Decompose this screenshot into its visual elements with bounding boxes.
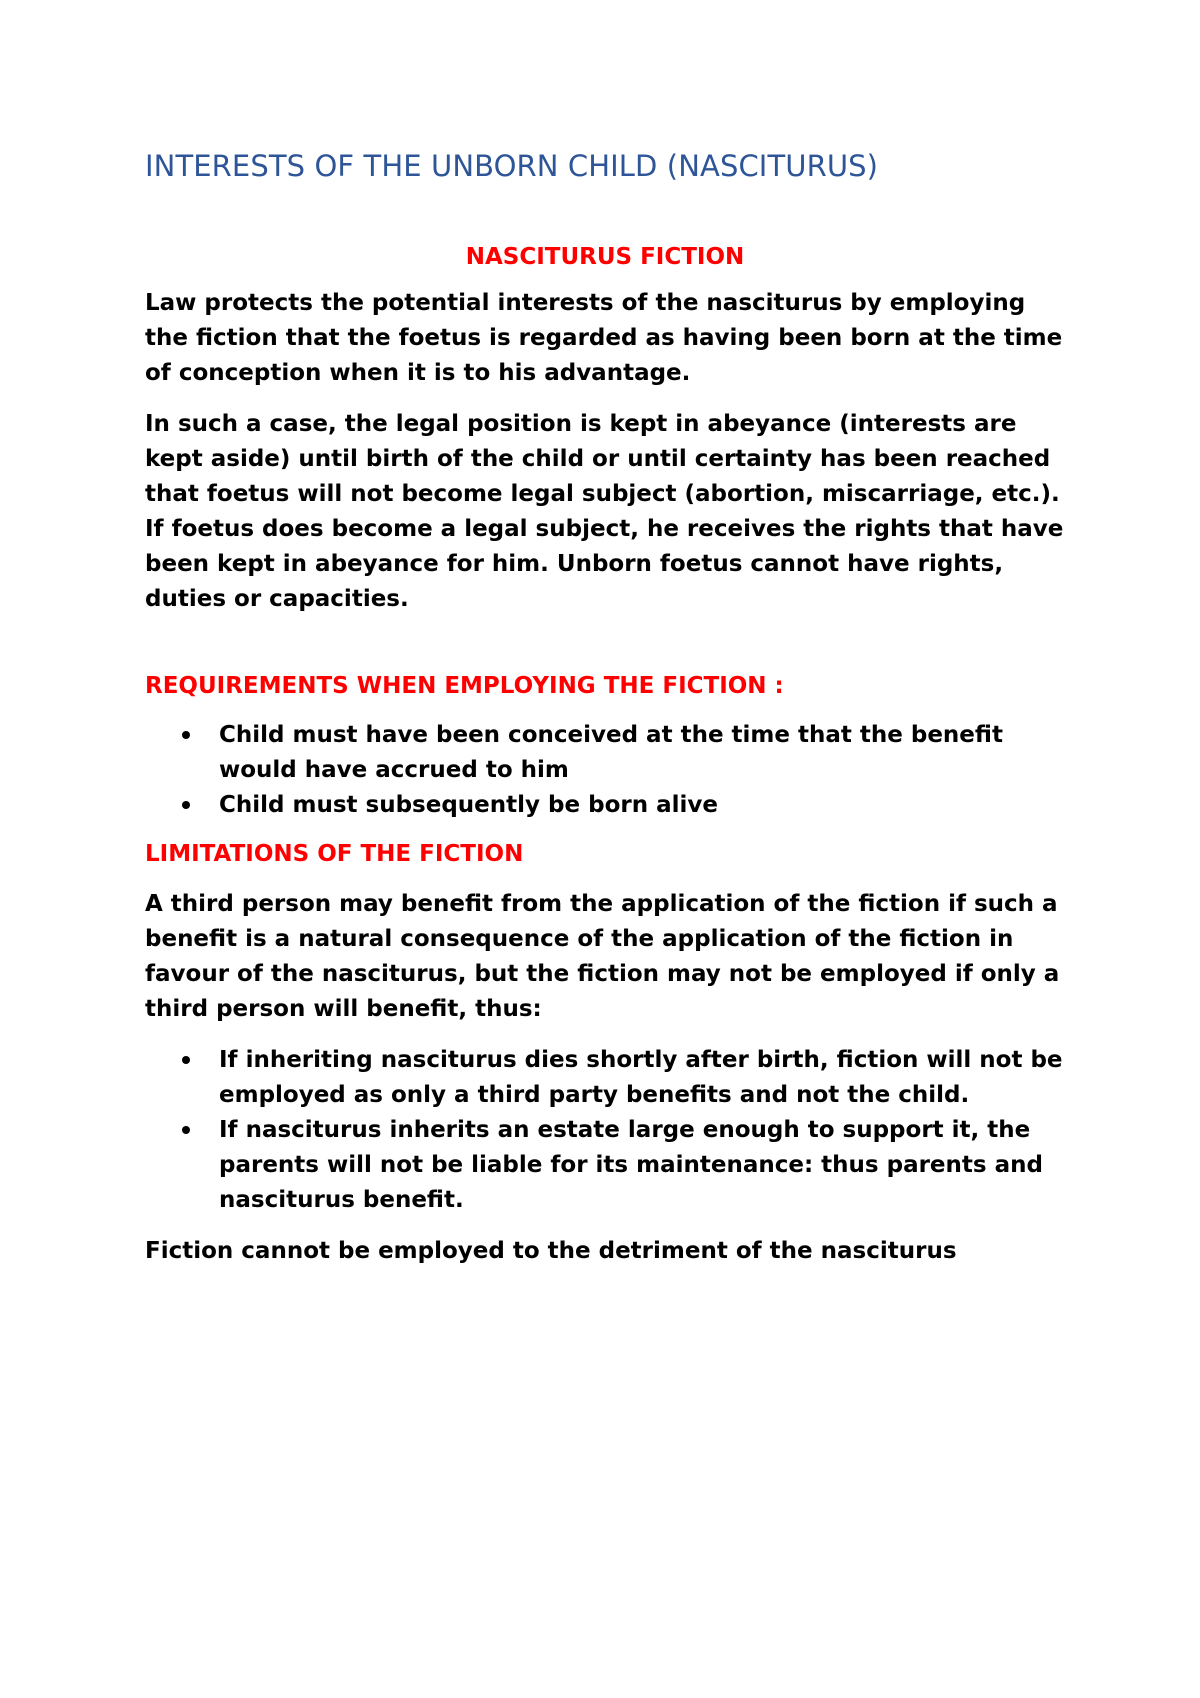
document-page: [145, 146, 1065, 1269]
list-item-text: If inheriting nasciturus dies shortly after birth, fiction will not be employed as only a third party benefits and not the child.: [219, 1047, 1063, 1108]
bullet-icon: [182, 1056, 190, 1064]
list-item-text: Child must subsequently be born alive: [219, 792, 718, 818]
limitations-intro-paragraph: A third person may benefit from the application of the fiction if such a benefit is a natural consequence of the application of the fiction in favour of the nasciturus, but the fiction may not be employed if only a third person will benefit, thus:: [145, 891, 1060, 1022]
section-heading-nasciturus-fiction: NASCITURUS FICTION: [465, 244, 745, 270]
list-item: [145, 788, 1065, 823]
page-title: INTERESTS OF THE UNBORN CHILD (NASCITURUS): [145, 149, 879, 183]
section-heading-limitations: LIMITATIONS OF THE FICTION: [145, 841, 524, 867]
fiction-paragraph-2: In such a case, the legal position is kept in abeyance (interests are kept aside) until birth of the child or until certainty has been reached that foetus will not become legal subject (abortion, miscarriage, etc.). If foetus does become a legal subject, he receives the rights that have been kept in abeyance for him. Unborn foetus cannot have rights, duties or capacities.: [145, 411, 1064, 612]
bullet-icon: [182, 801, 190, 809]
list-item-text: If nasciturus inherits an estate large enough to support it, the parents will not be liable for its maintenance: thus parents and nasciturus benefit.: [219, 1117, 1043, 1213]
bullet-icon: [182, 1126, 190, 1134]
list-item-text: Child must have been conceived at the time that the benefit would have accrued to him: [219, 722, 1003, 783]
section-heading-requirements: REQUIREMENTS WHEN EMPLOYING THE FICTION :: [145, 673, 784, 699]
limitations-closing-paragraph: Fiction cannot be employed to the detriment of the nasciturus: [145, 1238, 957, 1264]
list-item: [145, 718, 1065, 788]
list-item: [145, 1113, 1065, 1218]
bullet-icon: [182, 731, 190, 739]
limitations-list: [145, 1043, 1065, 1218]
list-item: [145, 1043, 1065, 1113]
fiction-paragraph-1: Law protects the potential interests of the nasciturus by employing the fiction that the foetus is regarded as having been born at the time of conception when it is to his advantage.: [145, 290, 1063, 386]
requirements-list: [145, 718, 1065, 823]
